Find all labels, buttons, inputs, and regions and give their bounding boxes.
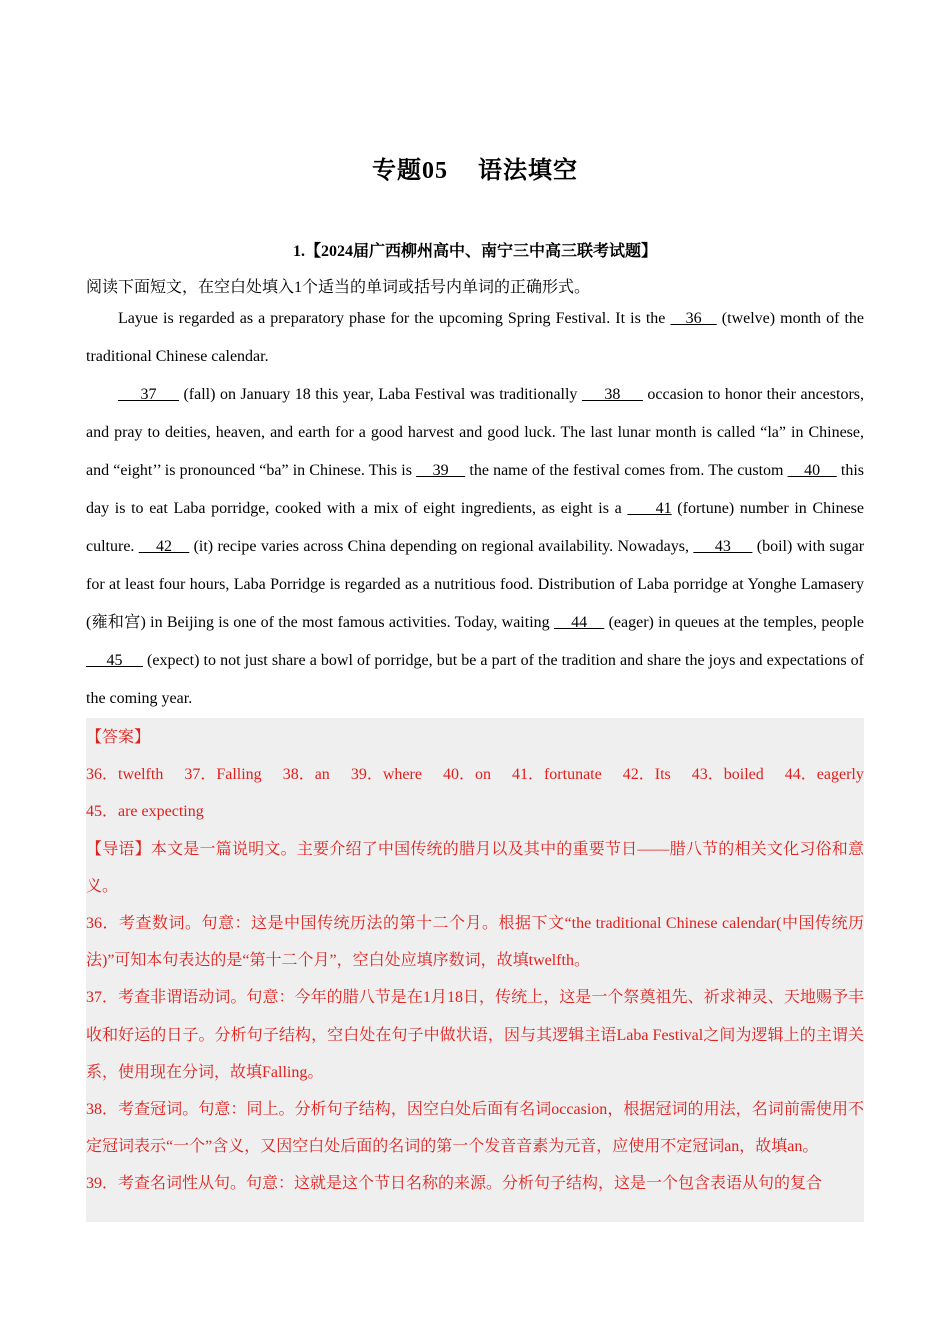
passage-text: (fall) on January 18 this year, Laba Festival was traditionally	[178, 386, 582, 403]
answer-item-43: 43．boiled	[691, 766, 764, 784]
answer-section	[86, 718, 864, 1222]
passage-text: the name of the festival comes from. The custom	[465, 462, 788, 479]
answer-item-39: 39．where	[350, 766, 422, 784]
passage-paragraph-1	[86, 300, 864, 376]
answer-item-40: 40．on	[442, 766, 491, 784]
answer-item-45: 45．are expecting	[86, 803, 204, 821]
title-topic-number: 专题05	[372, 158, 448, 184]
blank-42: 42	[138, 538, 190, 555]
answer-item-44: 44．eagerly	[784, 766, 864, 784]
passage-text: (it) recipe varies across China depending on regional availability. Nowadays,	[189, 538, 694, 555]
reading-passage	[86, 300, 864, 718]
explanation-38: 38．考查冠词。句意：同上。分析句子结构，因空白处后面有名词occasion，根据冠词的用法，名词前需使用不定冠词表示“一个”含义，又因空白处后面的名词的第一个发音音素为元音，应使用不定冠词an，故填an。	[86, 1101, 864, 1156]
answer-label: 【答案】	[86, 729, 151, 746]
blank-36: 36	[670, 310, 717, 327]
explanation-37: 37．考查非谓语动词。句意：今年的腊八节是在1月18日，传统上，这是一个祭奠祖先、祈求神灵、天地赐予丰收和好运的日子。分析句子结构，空白处在句子中做状语，因与其逻辑主语Laba Festival之间为逻辑上的主谓关系，使用现在分词，故填Falling。	[86, 989, 864, 1081]
passage-text: this day is to eat Laba porridge, cooked with a mix of eight ingredients, as eight is a	[86, 462, 865, 517]
question-header: 1.【2024届广西柳州高中、南宁三中高三联考试题】	[292, 243, 657, 260]
blank-37: 37	[118, 386, 179, 403]
passage-text: (boil) with sugar for at least four hours, Laba Porridge is regarded as a nutritious food. Distribution of Laba porridge at Yonghe Lamasery (雍和宫) in Beijing is one of the most famous activities. Today, waiting	[86, 538, 865, 631]
blank-40: 40	[787, 462, 837, 479]
passage-text: (fortune) number in Chinese culture.	[86, 500, 864, 555]
instruction-text: 阅读下面短文，在空白处填入1个适当的单词或括号内单词的正确形式。	[86, 279, 591, 296]
passage-text: (eager) in queues at the temples, people	[604, 614, 864, 631]
answer-item-42: 42．Its	[622, 766, 671, 784]
guide-text: 【导语】本文是一篇说明文。主要介绍了中国传统的腊月以及其中的重要节日——腊八节的相关文化习俗和意义。	[86, 840, 864, 895]
answer-item-41: 41．fortunate	[511, 766, 602, 784]
passage-text: Layue is regarded as a preparatory phase for the upcoming Spring Festival. It is the	[118, 310, 671, 327]
answer-item-37: 37．Falling	[184, 766, 262, 784]
blank-39: 39	[416, 462, 466, 479]
explanation-36: 36．考查数词。句意：这是中国传统历法的第十二个月。根据下文“the traditional Chinese calendar(中国传统历法)”可知本句表达的是“第十二个月”，空白处应填序数词，故填twelfth。	[86, 915, 864, 970]
title-topic-name: 语法填空	[478, 158, 578, 184]
blank-45: 45	[86, 652, 143, 669]
blank-44: 44	[553, 614, 605, 631]
blank-43: 43	[693, 538, 753, 555]
answer-item-36: 36．twelfth	[86, 766, 164, 784]
passage-paragraph-2	[86, 376, 864, 718]
explanation-39: 39．考查名词性从句。句意：这就是这个节日名称的来源。分析句子结构，这是一个包含表语从句的复合	[86, 1175, 823, 1193]
passage-text: occasion to honor their ancestors, and pray to deities, heaven, and earth for a good harvest and good luck. The last lunar month is called “la” in Chinese, and “eight’’ is pronounced “ba” in Chinese. This is	[86, 386, 865, 479]
blank-38: 38	[581, 386, 643, 403]
passage-text: (expect) to not just share a bowl of porridge, but be a part of the tradition and share the joys and expectations of the coming year.	[86, 652, 865, 707]
answer-item-38: 38．an	[282, 766, 330, 784]
blank-41: 41	[627, 500, 672, 517]
page-title	[86, 150, 864, 185]
passage-text: (twelve) month of the traditional Chinese calendar.	[86, 310, 865, 365]
answer-key-list	[86, 756, 864, 830]
